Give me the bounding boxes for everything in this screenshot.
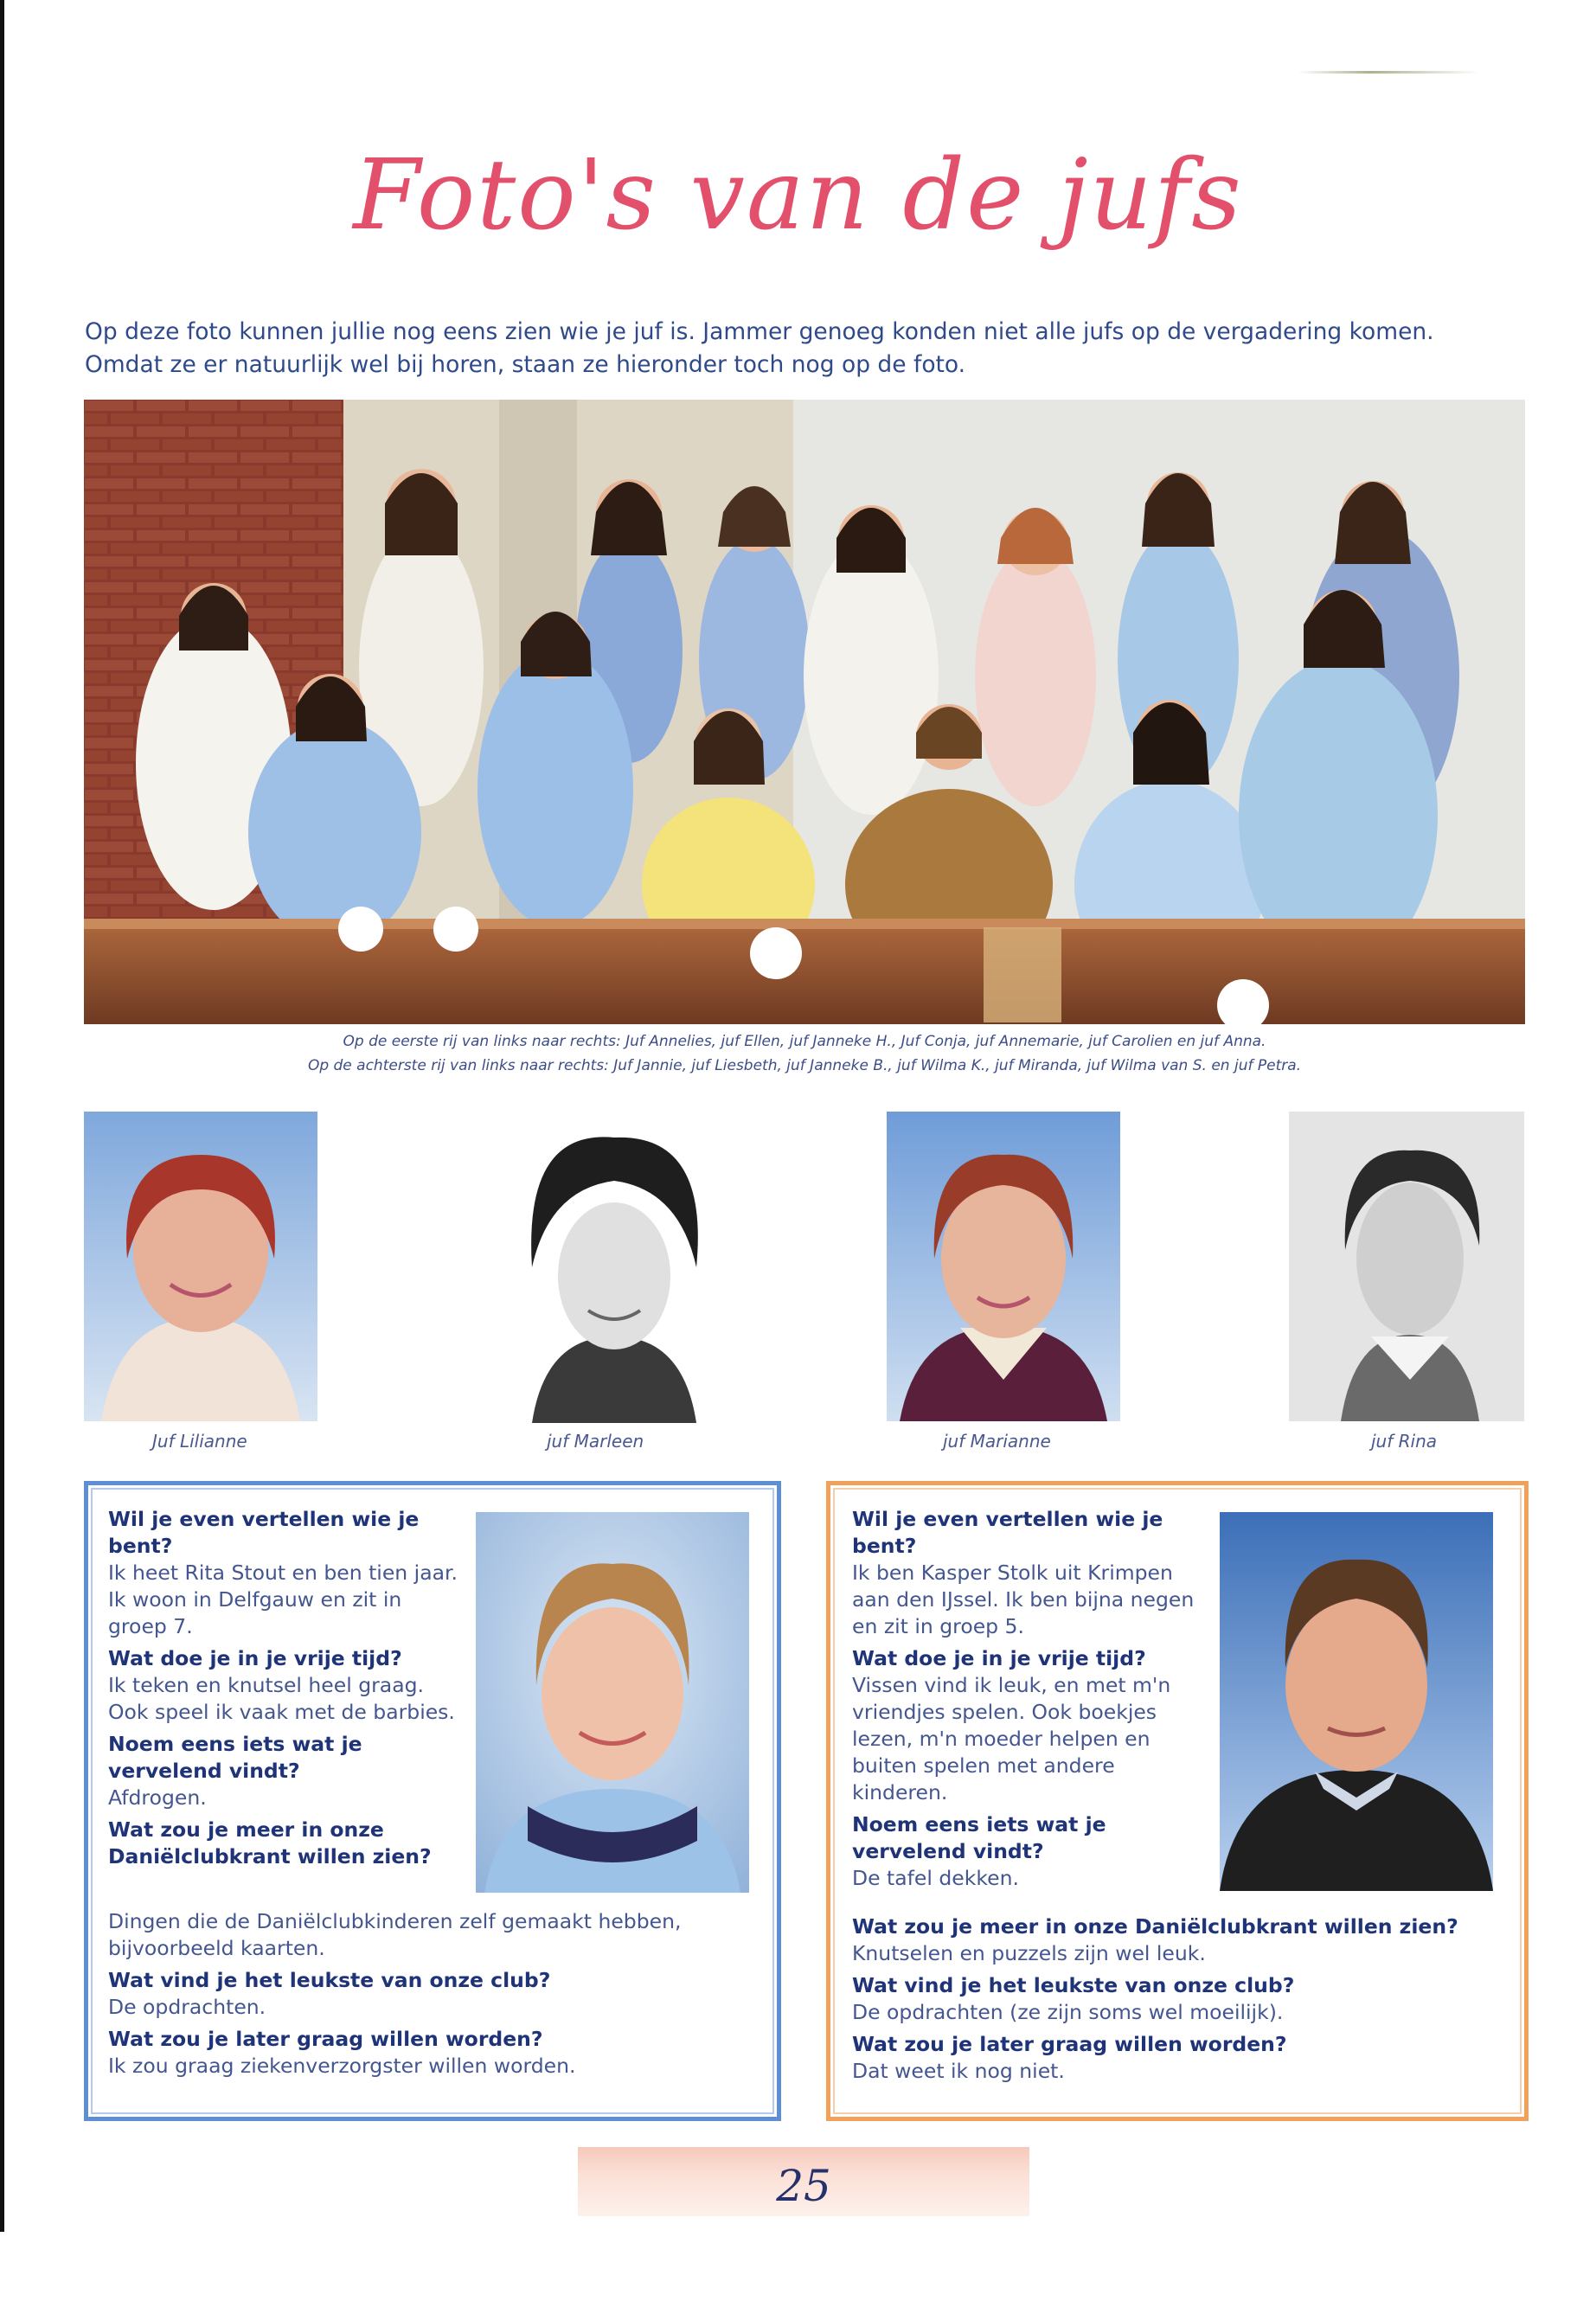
answer: Ik ben Kasper Stolk uit Krimpen aan den IJssel. Ik ben bijna negen en zit in groep 5. <box>852 1561 1195 1638</box>
page-edge <box>0 0 4 2232</box>
portrait-name: Juf Lilianne <box>152 1431 247 1452</box>
answer: De opdrachten (ze zijn soms wel moeilijk). <box>852 2000 1284 2024</box>
question: Wat doe je in je vrije tijd? <box>108 1646 402 1670</box>
interview-text-kasper-continued <box>852 1908 1501 2085</box>
portrait-lilianne <box>84 1112 317 1421</box>
group-photo-caption-back: Op de achterste rij van links naar rechts: Juf Jannie, juf Liesbeth, juf Janneke B., juf Wilma K., juf Miranda, juf Wilma van S. en juf Petra. <box>307 1057 1302 1074</box>
question: Wil je even vertellen wie je bent? <box>108 1507 420 1558</box>
portrait-marleen <box>506 1129 722 1423</box>
question: Wat vind je het leukste van onze club? <box>108 1968 551 1992</box>
answer: Afdrogen. <box>108 1785 207 1810</box>
answer: Knutselen en puzzels zijn wel leuk. <box>852 1941 1206 1965</box>
answer: Ik heet Rita Stout en ben tien jaar. Ik woon in Delfgauw en zit in groep 7. <box>108 1561 458 1638</box>
photo-kasper <box>1220 1512 1493 1891</box>
intro-line-2: Omdat ze er natuurlijk wel bij horen, staan ze hieronder toch nog op de foto. <box>85 351 966 378</box>
group-photo-caption-front: Op de eerste rij van links naar rechts: Juf Annelies, juf Ellen, juf Janneke H., Juf Conja, juf Annemarie, juf Carolien en juf Anna. <box>343 1033 1266 1050</box>
page-title: Foto's van de jufs <box>353 139 1243 252</box>
question: Noem eens iets wat je vervelend vindt? <box>108 1732 362 1783</box>
interview-text-kasper <box>852 1501 1207 1892</box>
question: Wat zou je later graag willen worden? <box>108 2027 543 2051</box>
portrait-name: juf Marleen <box>547 1431 644 1452</box>
decorative-line <box>1298 71 1479 74</box>
portrait-rina <box>1289 1112 1524 1421</box>
answer: Dat weet ik nog niet. <box>852 2059 1065 2083</box>
question: Noem eens iets wat je vervelend vindt? <box>852 1812 1106 1863</box>
intro-text <box>85 316 1538 381</box>
question: Wat doe je in je vrije tijd? <box>852 1646 1146 1670</box>
answer: Ik zou graag ziekenverzorgster willen worden. <box>108 2054 576 2078</box>
question: Wat zou je meer in onze Daniëlclubkrant willen zien? <box>108 1817 432 1868</box>
portrait-name: juf Marianne <box>943 1431 1051 1452</box>
answer: De tafel dekken. <box>852 1866 1019 1890</box>
interview-text-rita-continued <box>108 1908 748 2080</box>
question: Wat vind je het leukste van onze club? <box>852 1973 1295 1997</box>
answer: Ik teken en knutsel heel graag. Ook speel ik vaak met de barbies. <box>108 1673 455 1724</box>
answer: Vissen vind ik leuk, en met m'n vriendjes spelen. Ook boekjes lezen, m'n moeder helpen en buiten spelen met andere kinderen. <box>852 1673 1171 1804</box>
answer: Dingen die de Daniëlclubkinderen zelf gemaakt hebben, bijvoorbeeld kaarten. <box>108 1909 682 1960</box>
portrait-marianne <box>887 1112 1120 1421</box>
group-photo <box>84 400 1525 1024</box>
photo-rita <box>476 1512 749 1893</box>
question: Wat zou je meer in onze Daniëlclubkrant willen zien? <box>852 1914 1458 1939</box>
interview-text-rita <box>108 1501 463 1870</box>
page-number: 25 <box>776 2161 831 2211</box>
question: Wil je even vertellen wie je bent? <box>852 1507 1163 1558</box>
portrait-name: juf Rina <box>1371 1431 1438 1452</box>
question: Wat zou je later graag willen worden? <box>852 2032 1287 2056</box>
answer: De opdrachten. <box>108 1995 266 2019</box>
intro-line-1: Op deze foto kunnen jullie nog eens zien wie je juf is. Jammer genoeg konden niet alle jufs op de vergadering komen. <box>85 318 1434 345</box>
